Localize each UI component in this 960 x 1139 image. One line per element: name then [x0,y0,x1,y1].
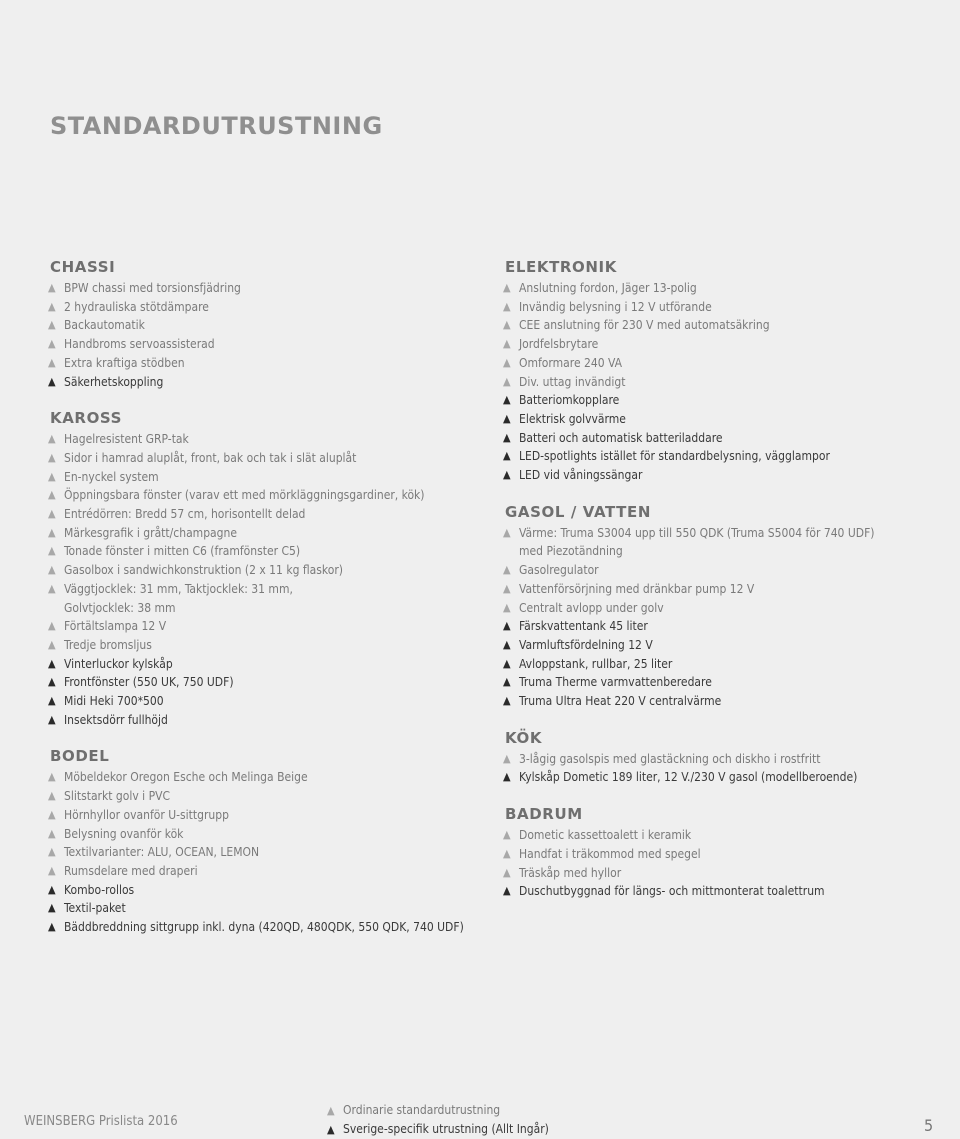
list-item-text [519,750,820,769]
list-item [503,864,943,883]
triangle-up-dark-icon: ▲ [503,411,511,425]
list-item-text [64,580,293,617]
list-item [503,845,943,864]
list-item-text [519,864,621,883]
list-item-text [519,636,653,655]
triangle-up-light-icon: ▲ [48,450,56,464]
list-item-text [64,843,259,862]
list-item [48,449,468,468]
list-item-text [519,279,697,298]
list-item [48,542,468,561]
triangle-up-dark-icon: ▲ [503,884,511,898]
list-item-text [64,787,170,806]
triangle-up-light-icon: ▲ [48,355,56,369]
list-item-text [64,468,159,487]
list-item-label: CEE anslutning för 230 V med automatsäkring [519,318,770,333]
list-item-label: Kombo-rollos [64,882,135,897]
list-item [503,447,943,466]
list-item [503,298,943,317]
list-item-label: Anslutning fordon, Jäger 13-polig [519,281,697,295]
list-item-label: Truma Therme varmvattenberedare [519,675,712,690]
page-number: 5 [924,1116,934,1135]
list-item-text [64,335,215,354]
list-item-text [519,768,857,787]
list-item [503,373,943,392]
triangle-up-light-icon: ▲ [48,619,56,633]
list-item-text [64,881,134,900]
list-item-label: Öppningsbara fönster (varav ett med mörkläggningsgardiner, kök) [64,488,425,503]
list-item [48,430,468,449]
legend [327,1101,549,1139]
list-item-label: Varmluftsfördelning 12 V [519,637,653,652]
list-item-label: BPW chassi med torsionsfjädring [64,281,241,295]
list-item [503,466,943,485]
section-kök [503,729,943,787]
list-item-label: Färskvattentank 45 liter [519,619,648,634]
list-item-label: 2 hydrauliska stötdämpare [64,299,209,314]
list-item [503,335,943,354]
list-item-text [519,826,691,845]
list-item-label: Tredje bromsljus [64,637,152,652]
triangle-up-dark-icon: ▲ [48,374,56,388]
list-item [48,580,468,617]
triangle-up-dark-icon: ▲ [503,675,511,689]
list-item [503,768,943,787]
list-item [503,692,943,711]
list-item-label: Batteri och automatisk batteriladdare [519,430,723,445]
list-item [48,505,468,524]
section-kaross [48,409,468,729]
list-item-text [519,692,721,711]
list-item [503,279,943,298]
list-item [48,468,468,487]
list-item [503,561,943,580]
list-item-text [64,373,163,392]
triangle-up-light-icon: ▲ [327,1104,335,1117]
list-item-text [64,862,198,881]
list-item-text [64,806,229,825]
list-item [48,636,468,655]
list-item-label: Div. uttag invändigt [519,374,626,389]
list-item-label: Truma Ultra Heat 220 V centralvärme [519,694,722,709]
footer-brand: WEINSBERG Prislista 2016 [24,1114,178,1129]
list-item [48,279,468,298]
list-item-label: En-nyckel system [64,469,159,484]
list-item-label: Backautomatik [64,318,145,333]
list-item [503,354,943,373]
legend-swedish-label: Sverige-specifik utrustning (Allt Ingår) [343,1122,549,1136]
section-chassi [48,258,468,391]
list-item-text [64,711,168,730]
list-item-text [64,673,234,692]
list-item [48,825,468,844]
list-item [48,711,468,730]
list-item-label: Säkerhetskoppling [64,374,164,389]
list-item-label: Avloppstank, rullbar, 25 liter [519,656,673,671]
list-item-label: Duschutbyggnad för längs- och mittmonterat toalettrum [519,884,825,899]
list-item [503,617,943,636]
list-item-text [64,298,209,317]
list-item [503,636,943,655]
list-item-label: Elektrisk golvvärme [519,411,626,426]
triangle-up-dark-icon: ▲ [48,694,56,708]
triangle-up-light-icon: ▲ [503,525,511,539]
list-item-label: Märkesgrafik i grått/champagne [64,525,238,540]
list-item [48,373,468,392]
list-item-text [64,354,185,373]
list-item-label: Midi Heki 700*500 [64,694,164,709]
list-item-label: Batteriomkopplare [519,393,620,408]
list-item-text [519,410,626,429]
list-item [48,561,468,580]
list-item-text [64,918,464,937]
section-gasol-vatten [503,503,943,711]
list-item [48,899,468,918]
list-item [503,391,943,410]
triangle-up-light-icon: ▲ [48,281,56,294]
list-item [503,524,943,561]
triangle-up-dark-icon: ▲ [48,675,56,689]
list-item-text [519,466,642,485]
list-item-text [519,354,622,373]
section-bodel [48,747,468,936]
section-title: GASOL / VATTEN [505,502,651,521]
triangle-up-dark-icon: ▲ [503,637,511,651]
section-title: ELEKTRONIK [505,258,617,276]
triangle-up-light-icon: ▲ [503,355,511,369]
triangle-up-light-icon: ▲ [503,581,511,595]
section-title: CHASSI [50,258,116,276]
list-item [48,806,468,825]
list-item [48,354,468,373]
left-column [48,258,468,955]
list-item-label: Invändig belysning i 12 V utförande [519,299,712,314]
list-item-text [64,692,164,711]
triangle-up-light-icon: ▲ [48,432,56,446]
triangle-up-light-icon: ▲ [48,488,56,502]
list-item-label: Handbroms servoassisterad [64,337,215,352]
triangle-up-dark-icon: ▲ [503,656,511,670]
list-item-label: Hagelresistent GRP-tak [64,432,189,447]
list-item-text [519,845,701,864]
triangle-up-light-icon: ▲ [48,469,56,483]
list-item [48,918,468,937]
list-item-label: Möbeldekor Oregon Esche och Melinga Beige [64,770,308,785]
list-item-label: Insektsdörr fullhöjd [64,712,168,727]
triangle-up-light-icon: ▲ [48,563,56,577]
list-item [503,882,943,901]
section-title: BODEL [50,747,110,766]
triangle-up-dark-icon: ▲ [503,393,511,407]
list-item [503,826,943,845]
triangle-up-light-icon: ▲ [503,600,511,614]
list-item-text [519,882,825,901]
list-item-label: Gasolregulator [519,563,599,578]
triangle-up-light-icon: ▲ [503,281,511,294]
list-item-text [64,899,126,918]
triangle-up-light-icon: ▲ [48,337,56,351]
list-item-text [519,599,664,618]
list-item-text [64,449,356,468]
triangle-up-light-icon: ▲ [48,318,56,332]
triangle-up-dark-icon: ▲ [503,694,511,708]
list-item-text [64,636,152,655]
list-item [48,787,468,806]
triangle-up-light-icon: ▲ [503,337,511,351]
list-item-label: Vinterluckor kylskåp [64,656,173,671]
triangle-up-dark-icon: ▲ [327,1123,335,1136]
list-item-label: Textilvarianter: ALU, OCEAN, LEMON [64,845,260,860]
list-item-label: Träskåp med hyllor [519,865,622,880]
list-item [503,429,943,448]
list-item-label: Väggtjocklek: 31 mm, Taktjocklek: 31 mm, [64,581,293,596]
triangle-up-light-icon: ▲ [48,637,56,651]
triangle-up-dark-icon: ▲ [48,656,56,670]
list-item-text [519,373,625,392]
list-item-continuation: med Piezotändning [519,544,623,559]
list-item-text [519,298,712,317]
triangle-up-light-icon: ▲ [48,507,56,521]
list-item [48,881,468,900]
triangle-up-light-icon: ▲ [48,789,56,803]
list-item-label: LED vid våningssängar [519,468,643,483]
list-item-text [519,447,830,466]
legend-ordinary [327,1101,549,1120]
triangle-up-light-icon: ▲ [48,863,56,877]
triangle-up-light-icon: ▲ [48,826,56,840]
list-item-text [519,391,619,410]
list-item [48,335,468,354]
section-title: KÖK [505,728,543,747]
list-item-label: Bäddbreddning sittgrupp inkl. dyna (420QD, 480QDK, 550 QDK, 740 UDF) [64,920,464,935]
list-item-label: Entrédörren: Bredd 57 cm, horisontellt delad [64,507,306,522]
triangle-up-light-icon: ▲ [503,374,511,388]
list-item [48,673,468,692]
triangle-up-dark-icon: ▲ [503,430,511,444]
list-item-text [64,279,241,298]
triangle-up-dark-icon: ▲ [503,468,511,482]
section-badrum [503,805,943,901]
list-item-text [519,673,712,692]
triangle-up-dark-icon: ▲ [48,901,56,915]
list-item-text [519,316,770,335]
list-item-label: Sidor i hamrad aluplåt, front, bak och tak i slät aluplåt [64,450,357,465]
list-item [48,524,468,543]
list-item-label: Vattenförsörjning med dränkbar pump 12 V [519,581,755,596]
list-item-label: Belysning ovanför kök [64,826,184,841]
triangle-up-dark-icon: ▲ [503,449,511,463]
list-item-text [519,655,672,674]
triangle-up-dark-icon: ▲ [503,619,511,633]
list-item-text [64,505,305,524]
list-item [48,843,468,862]
list-item-label: Slitstarkt golv i PVC [64,789,171,804]
triangle-up-light-icon: ▲ [503,865,511,879]
list-item [48,692,468,711]
legend-swedish [327,1120,549,1139]
list-item-text [64,486,425,505]
list-item [503,673,943,692]
list-item-label: Kylskåp Dometic 189 liter, 12 V./230 V gasol (modellberoende) [519,770,858,785]
list-item [48,862,468,881]
list-item-label: Centralt avlopp under golv [519,600,664,615]
triangle-up-light-icon: ▲ [503,299,511,313]
list-item [48,655,468,674]
list-item-text [64,430,189,449]
triangle-up-light-icon: ▲ [503,318,511,332]
list-item-text [519,617,648,636]
triangle-up-light-icon: ▲ [503,846,511,860]
list-item [503,316,943,335]
triangle-up-light-icon: ▲ [503,751,511,765]
list-item-label: Värme: Truma S3004 upp till 550 QDK (Truma S5004 för 740 UDF) [519,525,875,540]
right-column [503,258,943,919]
list-item-text [64,524,237,543]
list-item [503,599,943,618]
list-item-label: Handfat i träkommod med spegel [519,846,701,861]
list-item [503,410,943,429]
triangle-up-light-icon: ▲ [48,845,56,859]
triangle-up-light-icon: ▲ [48,770,56,784]
triangle-up-light-icon: ▲ [48,299,56,313]
triangle-up-light-icon: ▲ [48,544,56,558]
triangle-up-light-icon: ▲ [503,563,511,577]
page-title: STANDARDUTRUSTNING [50,112,383,140]
triangle-up-light-icon: ▲ [48,581,56,595]
list-item-text [64,768,308,787]
list-item-label: Hörnhyllor ovanför U-sittgrupp [64,807,229,822]
list-item-text [64,617,166,636]
list-item [503,750,943,769]
triangle-up-light-icon: ▲ [48,807,56,821]
list-item-label: Omformare 240 VA [519,355,623,370]
list-item-text [519,429,723,448]
list-item [503,580,943,599]
list-item-text [64,561,343,580]
legend-ordinary-label: Ordinarie standardutrustning [343,1103,501,1117]
list-item-text [64,655,173,674]
list-item-text [519,524,875,561]
list-item-label: Extra kraftiga stödben [64,355,185,370]
triangle-up-light-icon: ▲ [503,828,511,842]
triangle-up-light-icon: ▲ [48,525,56,539]
list-item-text [519,561,599,580]
section-elektronik [503,258,943,485]
list-item [48,617,468,636]
list-item [48,486,468,505]
list-item-text [519,580,754,599]
list-item-text [64,825,183,844]
list-item-label: 3-lågig gasolspis med glastäckning och diskho i rostfritt [519,751,821,766]
list-item-label: Frontfönster (550 UK, 750 UDF) [64,675,234,690]
list-item-label: Rumsdelare med draperi [64,863,198,878]
list-item-label: Textil-paket [64,901,126,916]
list-item-label: Tonade fönster i mitten C6 (framfönster C5) [64,544,301,559]
list-item [503,655,943,674]
list-item-label: Gasolbox i sandwichkonstruktion (2 x 11 kg flaskor) [64,563,343,578]
list-item [48,768,468,787]
list-item-label: Jordfelsbrytare [519,337,599,352]
list-item-label: Dometic kassettoalett i keramik [519,828,692,843]
list-item-text [519,335,598,354]
triangle-up-dark-icon: ▲ [503,770,511,784]
section-title: KAROSS [50,409,123,428]
list-item-continuation: Golvtjocklek: 38 mm [64,600,176,615]
list-item [48,316,468,335]
triangle-up-dark-icon: ▲ [48,712,56,726]
list-item-text [64,316,145,335]
triangle-up-dark-icon: ▲ [48,882,56,896]
list-item [48,298,468,317]
triangle-up-dark-icon: ▲ [48,920,56,934]
list-item-label: Förtältslampa 12 V [64,619,167,634]
section-title: BADRUM [505,805,583,824]
list-item-label: LED-spotlights istället för standardbelysning, vägglampor [519,449,830,464]
list-item-text [64,542,300,561]
